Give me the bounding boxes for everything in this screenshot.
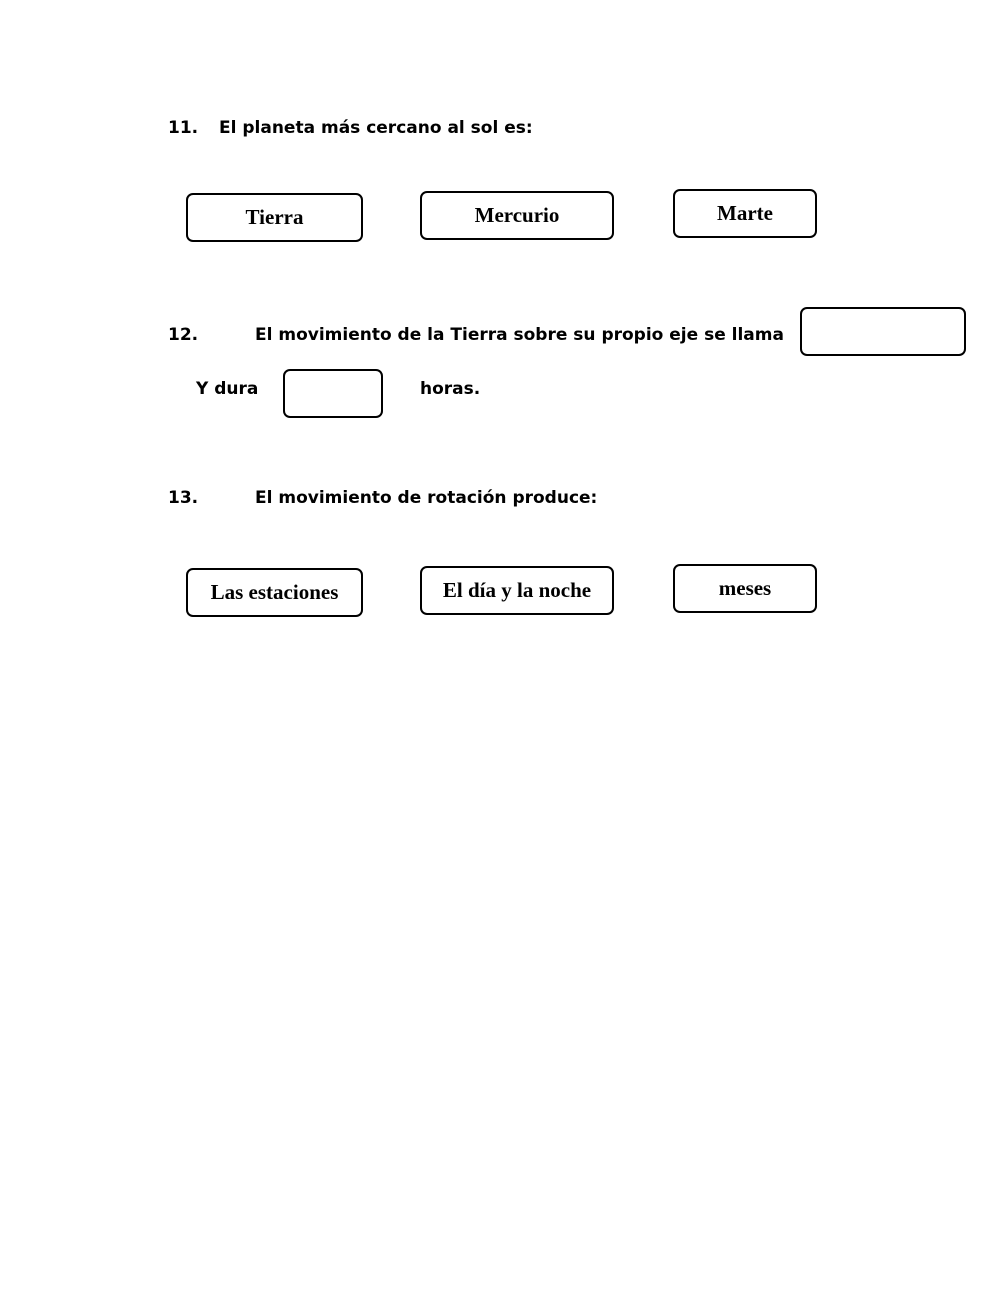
- q11-option-marte[interactable]: Marte: [673, 189, 817, 238]
- q11-option-tierra[interactable]: Tierra: [186, 193, 363, 242]
- q11-number: 11.: [168, 118, 199, 138]
- q13-number: 13.: [168, 488, 199, 508]
- q12-answer-blank-movement[interactable]: [800, 307, 966, 356]
- q12-text-duration: Y dura: [196, 379, 259, 399]
- q12-text: El movimiento de la Tierra sobre su propio eje se llama: [255, 325, 784, 345]
- q12-text-hours: horas.: [420, 379, 481, 399]
- q13-text: El movimiento de rotación produce:: [255, 488, 598, 508]
- q12-number: 12.: [168, 325, 199, 345]
- q11-text: El planeta más cercano al sol es:: [219, 118, 533, 138]
- q13-option-dia-noche[interactable]: El día y la noche: [420, 566, 614, 615]
- q13-option-meses[interactable]: meses: [673, 564, 817, 613]
- q12-answer-blank-hours[interactable]: [283, 369, 383, 418]
- q13-option-estaciones[interactable]: Las estaciones: [186, 568, 363, 617]
- q11-option-mercurio[interactable]: Mercurio: [420, 191, 614, 240]
